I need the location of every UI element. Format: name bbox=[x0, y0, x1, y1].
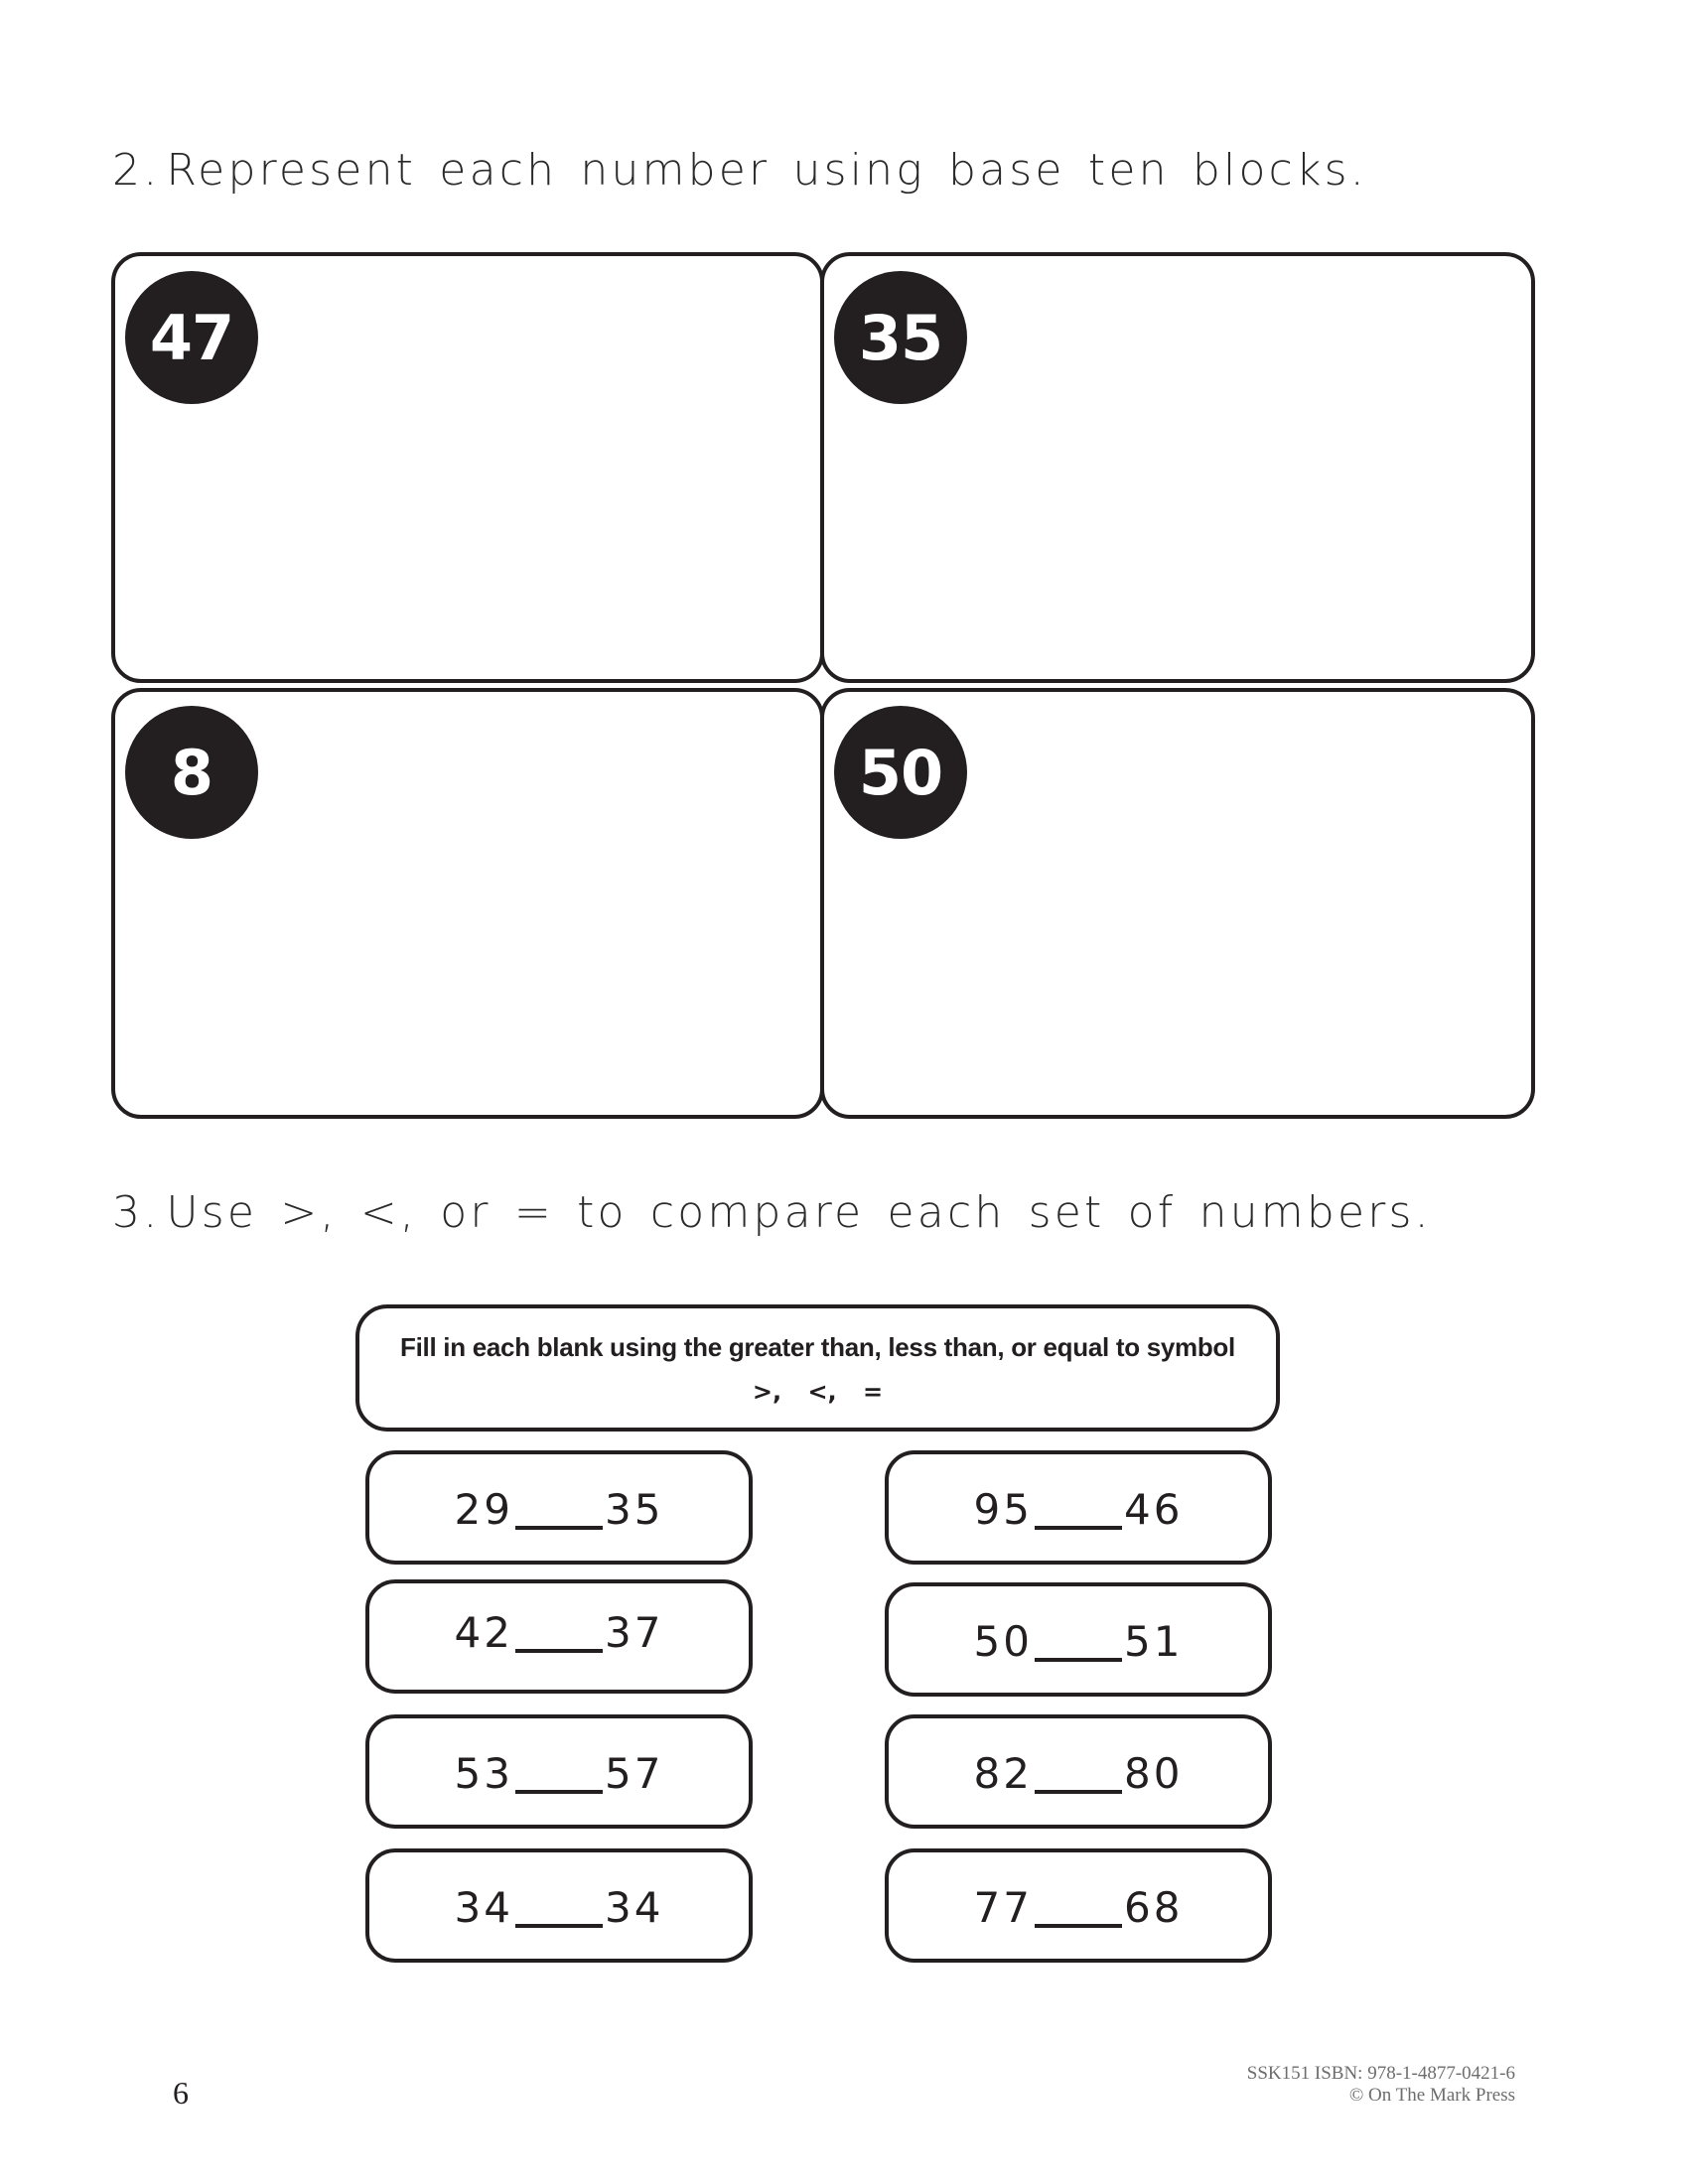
answer-blank[interactable] bbox=[515, 1790, 603, 1794]
question-text: Use >, <, or = to compare each set of numbers. bbox=[166, 1187, 1432, 1238]
left-number: 53 bbox=[454, 1749, 513, 1798]
question-text: Represent each number using base ten blocks. bbox=[166, 145, 1367, 196]
badge-value: 50 bbox=[858, 736, 943, 809]
answer-box-50[interactable] bbox=[820, 688, 1535, 1119]
question-2-heading bbox=[112, 145, 1367, 196]
answer-blank[interactable] bbox=[515, 1526, 603, 1530]
page-number: 6 bbox=[173, 2075, 189, 2111]
answer-box-8[interactable] bbox=[111, 688, 824, 1119]
question-number: 3. bbox=[112, 1187, 161, 1238]
instruction-text: Fill in each blank using the greater than, less than, or equal to symbol bbox=[400, 1332, 1235, 1362]
right-number: 37 bbox=[605, 1608, 664, 1657]
number-badge bbox=[834, 706, 967, 839]
answer-blank[interactable] bbox=[515, 1649, 603, 1653]
comparison-box bbox=[885, 1848, 1272, 1963]
right-number: 80 bbox=[1124, 1749, 1184, 1798]
comparison-box bbox=[885, 1450, 1272, 1565]
left-number: 29 bbox=[454, 1485, 513, 1534]
right-number: 68 bbox=[1124, 1883, 1184, 1932]
comparison-box bbox=[885, 1714, 1272, 1829]
number-badge bbox=[125, 706, 258, 839]
number-badge bbox=[125, 271, 258, 404]
answer-blank[interactable] bbox=[515, 1924, 603, 1928]
copyright-line: © On The Mark Press bbox=[1348, 2085, 1515, 2106]
left-number: 77 bbox=[973, 1883, 1033, 1932]
badge-value: 35 bbox=[858, 301, 943, 374]
right-number: 35 bbox=[605, 1485, 664, 1534]
left-number: 34 bbox=[454, 1883, 513, 1932]
question-number: 2. bbox=[112, 145, 161, 196]
answer-blank[interactable] bbox=[1035, 1924, 1122, 1928]
left-number: 95 bbox=[973, 1485, 1033, 1534]
right-number: 34 bbox=[605, 1883, 664, 1932]
comparison-box bbox=[365, 1714, 753, 1829]
right-number: 51 bbox=[1124, 1617, 1184, 1666]
answer-box-47[interactable] bbox=[111, 252, 824, 683]
answer-box-35[interactable] bbox=[820, 252, 1535, 683]
badge-value: 47 bbox=[149, 301, 234, 374]
question-3-heading bbox=[112, 1187, 1432, 1238]
isbn-line: SSK151 ISBN: 978-1-4877-0421-6 bbox=[1246, 2063, 1515, 2084]
answer-blank[interactable] bbox=[1035, 1658, 1122, 1662]
left-number: 82 bbox=[973, 1749, 1033, 1798]
instruction-box bbox=[355, 1304, 1280, 1432]
answer-blank[interactable] bbox=[1035, 1790, 1122, 1794]
comparison-box bbox=[365, 1848, 753, 1963]
publisher-info bbox=[1247, 2063, 1515, 2107]
comparison-box bbox=[365, 1450, 753, 1565]
comparison-box bbox=[885, 1582, 1272, 1697]
comparison-box bbox=[365, 1579, 753, 1694]
answer-blank[interactable] bbox=[1035, 1526, 1122, 1530]
right-number: 57 bbox=[605, 1749, 664, 1798]
left-number: 42 bbox=[454, 1608, 513, 1657]
number-badge bbox=[834, 271, 967, 404]
right-number: 46 bbox=[1124, 1485, 1184, 1534]
badge-value: 8 bbox=[170, 736, 213, 809]
left-number: 50 bbox=[973, 1617, 1033, 1666]
instruction-symbols: >, <, = bbox=[752, 1378, 884, 1406]
